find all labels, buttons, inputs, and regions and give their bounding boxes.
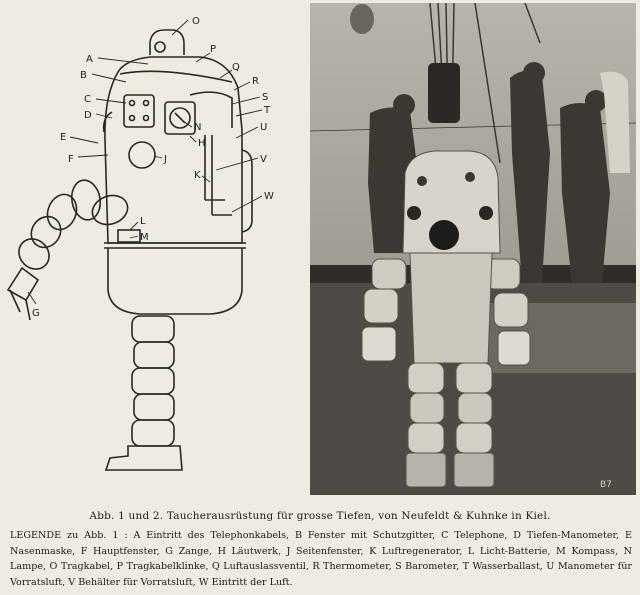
side-window: [129, 142, 155, 168]
label-W: W: [264, 191, 274, 202]
label-P: P: [210, 44, 217, 55]
label-T: T: [264, 105, 271, 116]
label-O: O: [192, 16, 200, 27]
label-R: R: [252, 76, 259, 87]
figure-1-labels: [32, 16, 274, 319]
label-A: A: [86, 54, 93, 65]
label-V: V: [260, 154, 267, 165]
label-E: E: [60, 132, 67, 143]
label-N: N: [194, 122, 202, 133]
left-arm: [8, 178, 132, 320]
label-D: D: [84, 110, 92, 121]
boot: [106, 446, 182, 470]
photo-mark: B7: [600, 480, 612, 490]
diver-photo: [310, 3, 636, 495]
figure-2-photo: [310, 3, 636, 495]
label-Q: Q: [232, 62, 240, 73]
front-window: [429, 220, 459, 250]
diving-suit-diagram: [0, 0, 305, 500]
window-grid: [124, 95, 154, 127]
lug-hole: [155, 42, 165, 52]
label-L: L: [140, 216, 146, 227]
label-H: H: [198, 138, 206, 149]
buoy: [350, 4, 374, 34]
label-S: S: [262, 92, 269, 103]
label-J: J: [164, 154, 167, 165]
label-G: G: [32, 308, 40, 319]
label-C: C: [84, 94, 91, 105]
label-B: B: [80, 70, 87, 81]
label-K: K: [194, 170, 201, 181]
label-U: U: [260, 122, 268, 133]
figure-legend: LEGENDE zu Abb. 1 : A Eintritt des Telephonkabels, B Fenster mit Schutzgitter, C Telephone, D Tiefen-Manometer, E Nasenmaske, F Hauptfenster, G Zange, H Läutwerk, J Seitenfenster, K Luftregenerator, L Licht-Batterie, M Kompass, N Lampe, O Tragkabel, P Tragkabelklinke, Q Luftauslassventil, R Thermometer, S Barometer, T Wasserballast, U Manometer für Vorratsluft, V Behälter für Vorratsluft, W Eintritt der Luft.: [10, 530, 632, 588]
label-M: M: [140, 232, 149, 243]
figure-caption: Abb. 1 und 2. Taucherausrüstung für grosse Tiefen, von Neufeldt & Kuhnke in Kiel.: [89, 510, 551, 522]
figure-1-drawing: [0, 0, 305, 500]
pulley-block: [428, 63, 460, 123]
leg: [106, 316, 182, 470]
lifting-lug: [150, 30, 184, 55]
label-F: F: [68, 154, 74, 165]
